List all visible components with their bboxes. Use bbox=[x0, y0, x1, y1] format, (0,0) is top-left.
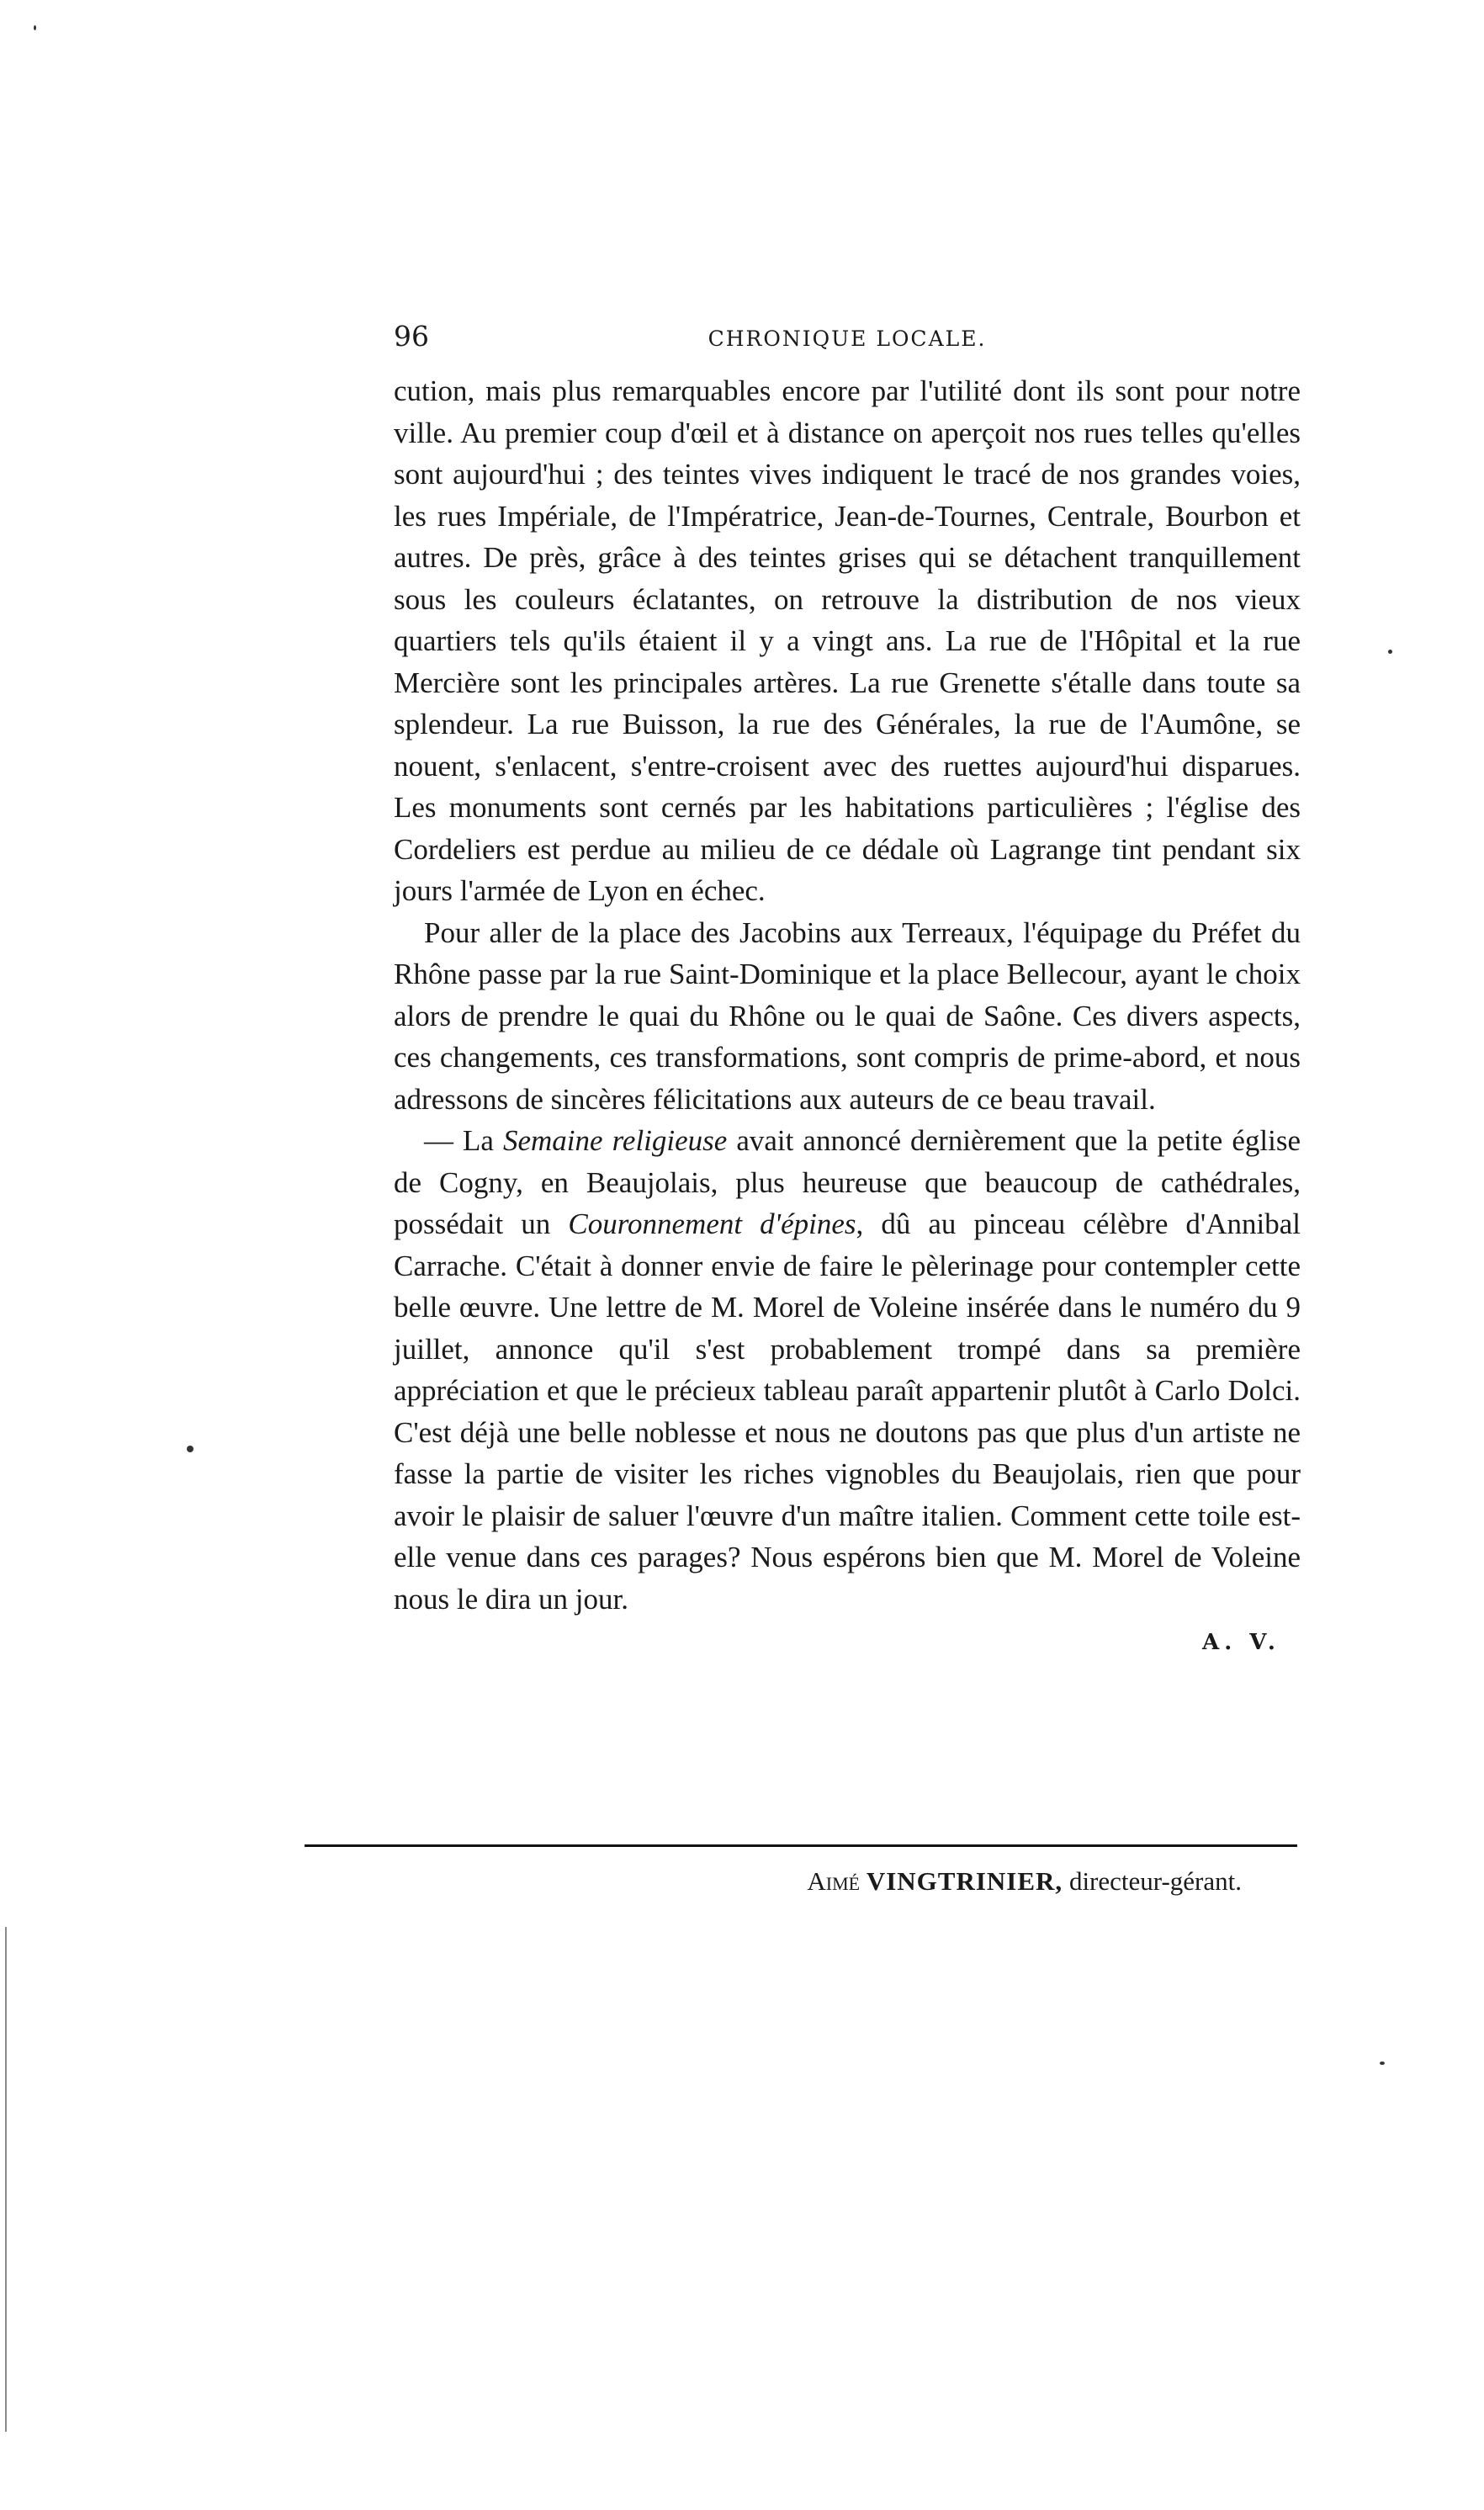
paragraph bbox=[394, 912, 1301, 1121]
text-segment: Pour aller de la place des Jacobins aux Terreaux, l'équipage du Préfet du Rhône passe par la rue Saint-Dominique et la place Bellecour, ayant le choix alors de prendre le quai du Rhône ou le quai de Saône. Ces divers aspects, ces changements, ces transformations, sont compris de prime-abord, et nous adressons de sincères félicitations aux auteurs de ce beau travail. bbox=[394, 915, 1301, 1116]
italic-title: Semaine religieuse bbox=[503, 1124, 728, 1157]
credit-last-name: VINGTRINIER, bbox=[866, 1866, 1063, 1896]
scan-speck bbox=[1388, 650, 1392, 654]
running-title: CHRONIQUE LOCALE. bbox=[708, 326, 987, 351]
italic-title: Couronnement d'épines bbox=[568, 1207, 856, 1240]
page-number: 96 bbox=[394, 320, 429, 353]
credit-first-name: Aimé bbox=[807, 1866, 861, 1896]
paragraph bbox=[394, 370, 1301, 912]
text-segment: avait annoncé dernièrement que la petite église de Cogny, en Beaujolais, plus heureuse que beaucoup de cathédrales, possédait un bbox=[394, 1124, 1301, 1240]
text-segment: — La bbox=[424, 1124, 503, 1157]
scan-margin-line bbox=[5, 1927, 7, 2432]
text-segment: , dû au pinceau célèbre d'Annibal Carrache. C'était à donner envie de faire le pèlerinage pour contempler cette belle œuvre. Une lettre de M. Morel de Voleine insérée dans le numéro du 9 juillet, annonce qu'il s'est probablement trompé dans sa première appréciation et que le précieux tableau paraît appartenir plutôt à Carlo Dolci. C'est déjà une belle noblesse et nous ne doutons pas que plus d'un artiste ne fasse la partie de visiter les riches vignobles du Beaujolais, rien que pour avoir le plaisir de saluer l'œuvre d'un maître italien. Comment cette toile est-elle venue dans ces parages? Nous espérons bien que M. Morel de Voleine nous le dira un jour. bbox=[394, 1207, 1301, 1616]
article-signature: A. V. bbox=[1202, 1630, 1280, 1655]
paragraph bbox=[394, 1120, 1301, 1620]
article-body bbox=[394, 370, 1301, 1620]
page-content bbox=[394, 320, 1301, 1655]
text-segment: cution, mais plus remarquables encore par l'utilité dont ils sont pour notre ville. Au premier coup d'œil et à distance on aperçoit nos rues telles qu'elles sont aujourd'hui ; des teintes vives indiquent le tracé de nos grandes voies, les rues Impériale, de l'Impératrice, Jean-de-Tournes, Centrale, Bourbon et autres. De près, grâce à des teintes grises qui se détachent tranquillement sous les couleurs éclatantes, on retrouve la distribution de nos vieux quartiers tels qu'ils étaient il y a vingt ans. La rue de l'Hôpital et la rue Mercière sont les principales artères. La rue Grenette s'étalle dans toute sa splendeur. La rue Buisson, la rue des Générales, la rue de l'Aumône, se nouent, s'enlacent, s'entre-croisent avec des ruettes aujourd'hui disparues. Les monuments sont cernés par les habitations particulières ; l'église des Cordeliers est perdue au milieu de ce dédale où Lagrange tint pendant six jours l'armée de Lyon en échec. bbox=[394, 374, 1301, 907]
page-header bbox=[394, 320, 1301, 370]
credit-role: directeur-gérant. bbox=[1068, 1866, 1242, 1896]
scan-speck bbox=[187, 1446, 193, 1452]
scan-speck bbox=[1380, 2062, 1385, 2065]
footer-rule bbox=[305, 1844, 1297, 1847]
footer-credit bbox=[0, 1866, 1242, 1897]
scan-speck bbox=[34, 25, 36, 30]
